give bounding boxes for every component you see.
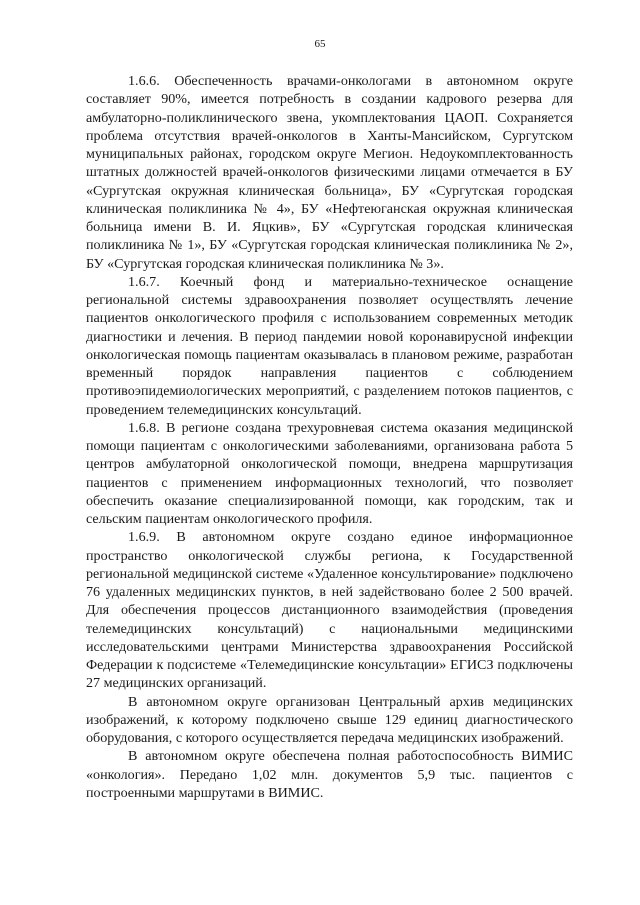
document-body <box>86 72 573 802</box>
paragraph-image-archive: В автономном округе организован Центральный архив медицинских изображений, к которому подключено свыше 129 единиц диагностического оборудования, с которого осуществляется передача медицинских изображений. <box>86 693 573 746</box>
paragraph-1-6-6: 1.6.6. Обеспеченность врачами-онкологами в автономном округе составляет 90%, имеется потребность в создании кадрового резерва для амбулаторно-поликлинического звена, укомплектования ЦАОП. Сохраняется проблема отсутствия врачей-онкологов в Ханты-Мансийском, Сургутском муниципальных районах, городском округе Мегион. Недоукомплектованность штатных должностей врачей-онкологов физическими лицами отмечается в БУ «Сургутская окружная клиническая больница», БУ «Сургутская городская клиническая поликлиника № 4», БУ «Нефтеюганская окружная клиническая больница имени В. И. Яцкив», БУ «Сургутская городская клиническая поликлиника № 1», БУ «Сургутская городская клиническая поликлиника № 2», БУ «Сургутская городская клиническая поликлиника № 3». <box>86 73 573 272</box>
paragraph-1-6-9: 1.6.9. В автономном округе создано единое информационное пространство онкологической службы региона, к Государственной региональной медицинской системе «Удаленное консультирование» подключено 76 удаленных медицинских пунктов, в ней задействовано более 2 500 врачей. Для обеспечения процессов дистанционного взаимодействия (проведения телемедицинских консультаций) с национальными медицинскими исследовательскими центрами Министерства здравоохранения Российской Федерации к подсистеме «Телемедицинские консультации» ЕГИСЗ подключены 27 медицинских организаций. <box>86 529 573 692</box>
paragraph-1-6-7: 1.6.7. Коечный фонд и материально-техническое оснащение региональной системы здравоохранения позволяет осуществлять лечение пациентов онкологического профиля с использованием современных методик диагностики и лечения. В период пандемии новой коронавирусной инфекции онкологическая помощь пациентам оказывалась в плановом режиме, разработан временный порядок направления пациентов с соблюдением противоэпидемиологических мероприятий, с разделением потоков пациентов, с проведением телемедицинских консультаций. <box>86 273 573 418</box>
paragraph-1-6-8: 1.6.8. В регионе создана трехуровневая система оказания медицинской помощи пациентам с онкологическими заболеваниями, организована работа 5 центров амбулаторной онкологической помощи, внедрена маршрутизация пациентов с применением информационных технологий, что позволяет обеспечить оказание специализированной помощи, как городским, так и сельским пациентам онкологического профиля. <box>86 419 573 527</box>
paragraph-vimis: В автономном округе обеспечена полная работоспособность ВИМИС «онкология». Передано 1,02 млн. документов 5,9 тыс. пациентов с построенными маршрутами в ВИМИС. <box>86 748 573 801</box>
page-number: 65 <box>314 38 326 50</box>
